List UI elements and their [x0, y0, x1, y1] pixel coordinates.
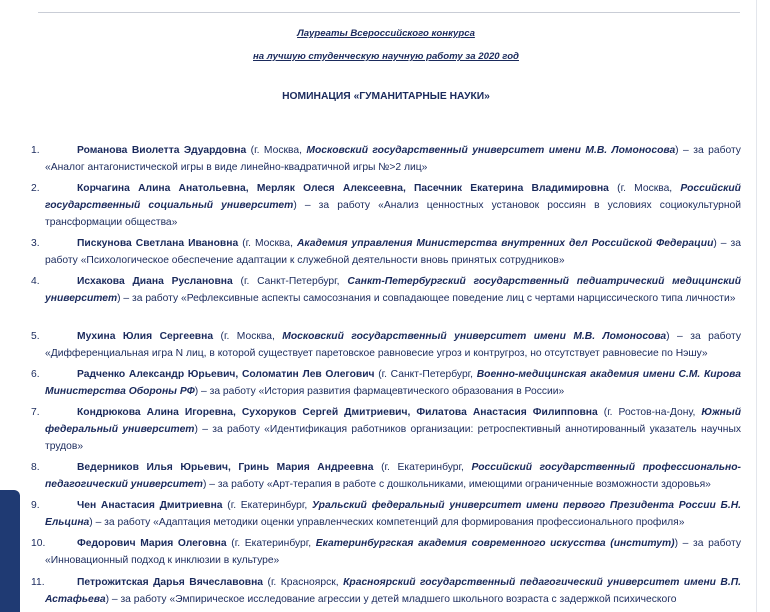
laureate-city: г. Москва, — [620, 183, 673, 194]
laureate-city: г. Санкт-Петербург, — [243, 276, 340, 287]
entry-number: 6. — [31, 369, 40, 380]
laureate-university: Московский государственный университет имени М.В. Ломоносова — [282, 331, 667, 342]
laureate-entry — [31, 366, 741, 400]
laureate-work: ) – за работу «Анализ ценностных установок россиян в условиях социокультурной трансформации общества» — [45, 200, 741, 228]
laureate-university: Санкт-Петербургский государственный педиатрический медицинский университет — [45, 276, 741, 304]
entry-number: 1. — [31, 145, 40, 156]
laureate-university: Военно-медицинская академия имени С.М. Кирова Министерства Обороны РФ — [45, 369, 741, 397]
entry-number: 4. — [31, 276, 40, 287]
title-line-1[interactable]: Лауреаты Всероссийского конкурса — [297, 28, 475, 39]
entry-text: Мухина Юлия Сергеевна (г. Москва, Московский государственный университет имени М.В. Ломоносова) – за работу «Дифференциальная игра N лиц, в которой существует паретовское равновесие угроз и контругроз, но отсутствует равновесие по Нэшу» — [45, 331, 741, 359]
laureate-university: Российский государственный профессионально-педагогический университет — [45, 462, 741, 490]
laureate-work: ) – за работу «Психологическое обеспечение адаптации к служебной деятельности вновь принятых сотрудников» — [45, 238, 741, 266]
entry-number: 3. — [31, 238, 40, 249]
laureate-work: ) – за работу «Рефлексивные аспекты самосознания и совпадающее поведение лиц с чертами нарциссического типа личности» — [117, 293, 736, 304]
nomination-heading: НОМИНАЦИЯ «ГУМАНИТАРНЫЕ НАУКИ» — [282, 91, 490, 102]
laureate-entry — [31, 497, 741, 531]
laureate-work: ) – за работу «Идентификация работников организации: ретроспективный аннотированный указатель научных трудов» — [45, 424, 741, 452]
laureate-city: г. Москва, — [245, 238, 293, 249]
laureate-city: г. Санкт-Петербург, — [381, 369, 474, 380]
laureate-entry — [31, 328, 741, 362]
laureate-work: ) – за работу «Дифференциальная игра N лиц, в которой существует паретовское равновесие угроз и контругроз, но отсутствует равновесие по Нэшу» — [45, 331, 741, 359]
entry-text: Корчагина Алина Анатольевна, Мерляк Олеся Алексеевна, Пасечник Екатерина Владимировна (г. Москва, Российский государственный социальный университет) – за работу «Анализ ценностных установок россиян в условиях социокультурной трансформации общества» — [45, 183, 741, 228]
laureate-entry — [31, 459, 741, 493]
right-border — [756, 0, 757, 612]
entry-text: Ведерников Илья Юрьевич, Гринь Мария Андреевна (г. Екатеринбург, Российский государственный профессионально-педагогический университет) – за работу «Арт-терапия в работе с дошкольниками, имеющими ограниченные возможности здоровья» — [45, 462, 741, 490]
laureate-university: Уральский федеральный университет имени первого Президента России Б.Н. Ельцина — [45, 500, 741, 528]
laureate-names: Романова Виолетта Эдуардовна — [77, 145, 247, 156]
laureate-work: ) – за работу «Инновационный подход к инклюзии в культуре» — [45, 538, 741, 566]
laureate-city: г. Красноярск, — [270, 577, 339, 588]
laureate-work: ) – за работу «Аналог антагонистической игры в виде линейно-квадратичной игры №>2 лиц» — [45, 145, 741, 173]
laureate-work: ) – за работу «Арт-терапия в работе с дошкольниками, имеющими ограниченные возможности здоровья» — [202, 479, 711, 490]
laureate-names: Кондрюкова Алина Игоревна, Сухоруков Сергей Дмитриевич, Филатова Анастасия Филипповна — [77, 407, 598, 418]
laureate-entry — [31, 273, 741, 307]
entry-number: 11. — [31, 577, 45, 588]
entry-text: Федорович Мария Олеговна (г. Екатеринбург, Екатеринбургская академия современного искусства (институт)) – за работу «Инновационный подход к инклюзии в культуре» — [45, 538, 741, 566]
entry-text: Радченко Александр Юрьевич, Соломатин Лев Олегович (г. Санкт-Петербург, Военно-медицинская академия имени С.М. Кирова Министерства Обороны РФ) – за работу «История развития фармацевтического образования в России» — [45, 369, 741, 397]
laureate-work: ) – за работу «История развития фармацевтического образования в России» — [194, 386, 565, 397]
entry-text: Исхакова Диана Руслановна (г. Санкт-Петербург, Санкт-Петербургский государственный педиатрический медицинский университет) – за работу «Рефлексивные аспекты самосознания и совпадающее поведение лиц с чертами нарциссического типа личности» — [45, 276, 741, 304]
laureate-work: ) – за работу «Эмпирическое исследование агрессии у детей младшего школьного возраста с задержкой психического — [105, 594, 677, 605]
entry-number: 8. — [31, 462, 40, 473]
laureate-city: г. Екатеринбург, — [384, 462, 464, 473]
laureate-city: г. Москва, — [223, 331, 275, 342]
laureate-city: г. Екатеринбург, — [234, 538, 312, 549]
laureate-city: г. Ростов-на-Дону, — [607, 407, 696, 418]
laureate-work: ) – за работу «Адаптация методики оценки управленческих компетенций для формирования профессионального профиля» — [89, 517, 685, 528]
laureate-names: Корчагина Алина Анатольевна, Мерляк Олеся Алексеевна, Пасечник Екатерина Владимировна — [77, 183, 609, 194]
top-divider — [38, 12, 740, 13]
title-line-2[interactable]: на лучшую студенческую научную работу за 2020 год — [253, 51, 519, 62]
laureate-university: Красноярский государственный педагогический университет имени В.П. Астафьева — [45, 577, 741, 605]
document-body — [31, 22, 741, 605]
laureate-names: Мухина Юлия Сергеевна — [77, 331, 214, 342]
laureate-university: Московский государственный университет имени М.В. Ломоносова — [306, 145, 676, 156]
laureate-entry — [31, 142, 741, 176]
entry-number: 2. — [31, 183, 40, 194]
laureate-university: Екатеринбургская академия современного искусства (институт) — [315, 538, 675, 549]
entry-text: Романова Виолетта Эдуардовна (г. Москва, Московский государственный университет имени М.В. Ломоносова) – за работу «Аналог антагонистической игры в виде линейно-квадратичной игры №>2 лиц» — [45, 145, 741, 173]
laureate-entry — [31, 404, 741, 455]
laureate-university: Академия управления Министерства внутренних дел Российской Федерации — [297, 238, 714, 249]
laureate-names: Исхакова Диана Руслановна — [77, 276, 233, 287]
laureate-city: г. Москва, — [254, 145, 302, 156]
laureate-entry — [31, 574, 741, 608]
laureate-names: Петрожитская Дарья Вячеславовна — [77, 577, 264, 588]
laureate-city: г. Екатеринбург, — [230, 500, 308, 511]
entry-text: Петрожитская Дарья Вячеславовна (г. Красноярск, Красноярский государственный педагогический университет имени В.П. Астафьева) – за работу «Эмпирическое исследование агрессии у детей младшего школьного возраста с задержкой психического — [45, 577, 741, 605]
laureate-entry — [31, 535, 741, 569]
laureate-university: Российский государственный социальный университет — [45, 183, 741, 211]
entry-number: 10. — [31, 538, 46, 549]
laureate-university: Южный федеральный университет — [45, 407, 741, 435]
laureate-names: Радченко Александр Юрьевич, Соломатин Лев Олегович — [77, 369, 375, 380]
entry-text: Кондрюкова Алина Игоревна, Сухоруков Сергей Дмитриевич, Филатова Анастасия Филипповна (г. Ростов-на-Дону, Южный федеральный университет) – за работу «Идентификация работников организации: ретроспективный аннотированный указатель научных трудов» — [45, 407, 741, 452]
laureate-names: Чен Анастасия Дмитриевна — [77, 500, 223, 511]
laureate-entry — [31, 180, 741, 231]
entry-text: Чен Анастасия Дмитриевна (г. Екатеринбург, Уральский федеральный университет имени первого Президента России Б.Н. Ельцина) – за работу «Адаптация методики оценки управленческих компетенций для формирования профессионального профиля» — [45, 500, 741, 528]
laureate-names: Пискунова Светлана Ивановна — [77, 238, 239, 249]
entry-number: 5. — [31, 331, 40, 342]
entry-text: Пискунова Светлана Ивановна (г. Москва, Академия управления Министерства внутренних дел Российской Федерации) – за работу «Психологическое обеспечение адаптации к служебной деятельности вновь принятых сотрудников» — [45, 238, 741, 266]
laureate-entry — [31, 235, 741, 269]
entry-number: 7. — [31, 407, 40, 418]
laureate-names: Федорович Мария Олеговна — [77, 538, 227, 549]
side-panel-tab[interactable] — [0, 490, 20, 612]
laureate-names: Ведерников Илья Юрьевич, Гринь Мария Андреевна — [77, 462, 374, 473]
entry-number: 9. — [31, 500, 40, 511]
